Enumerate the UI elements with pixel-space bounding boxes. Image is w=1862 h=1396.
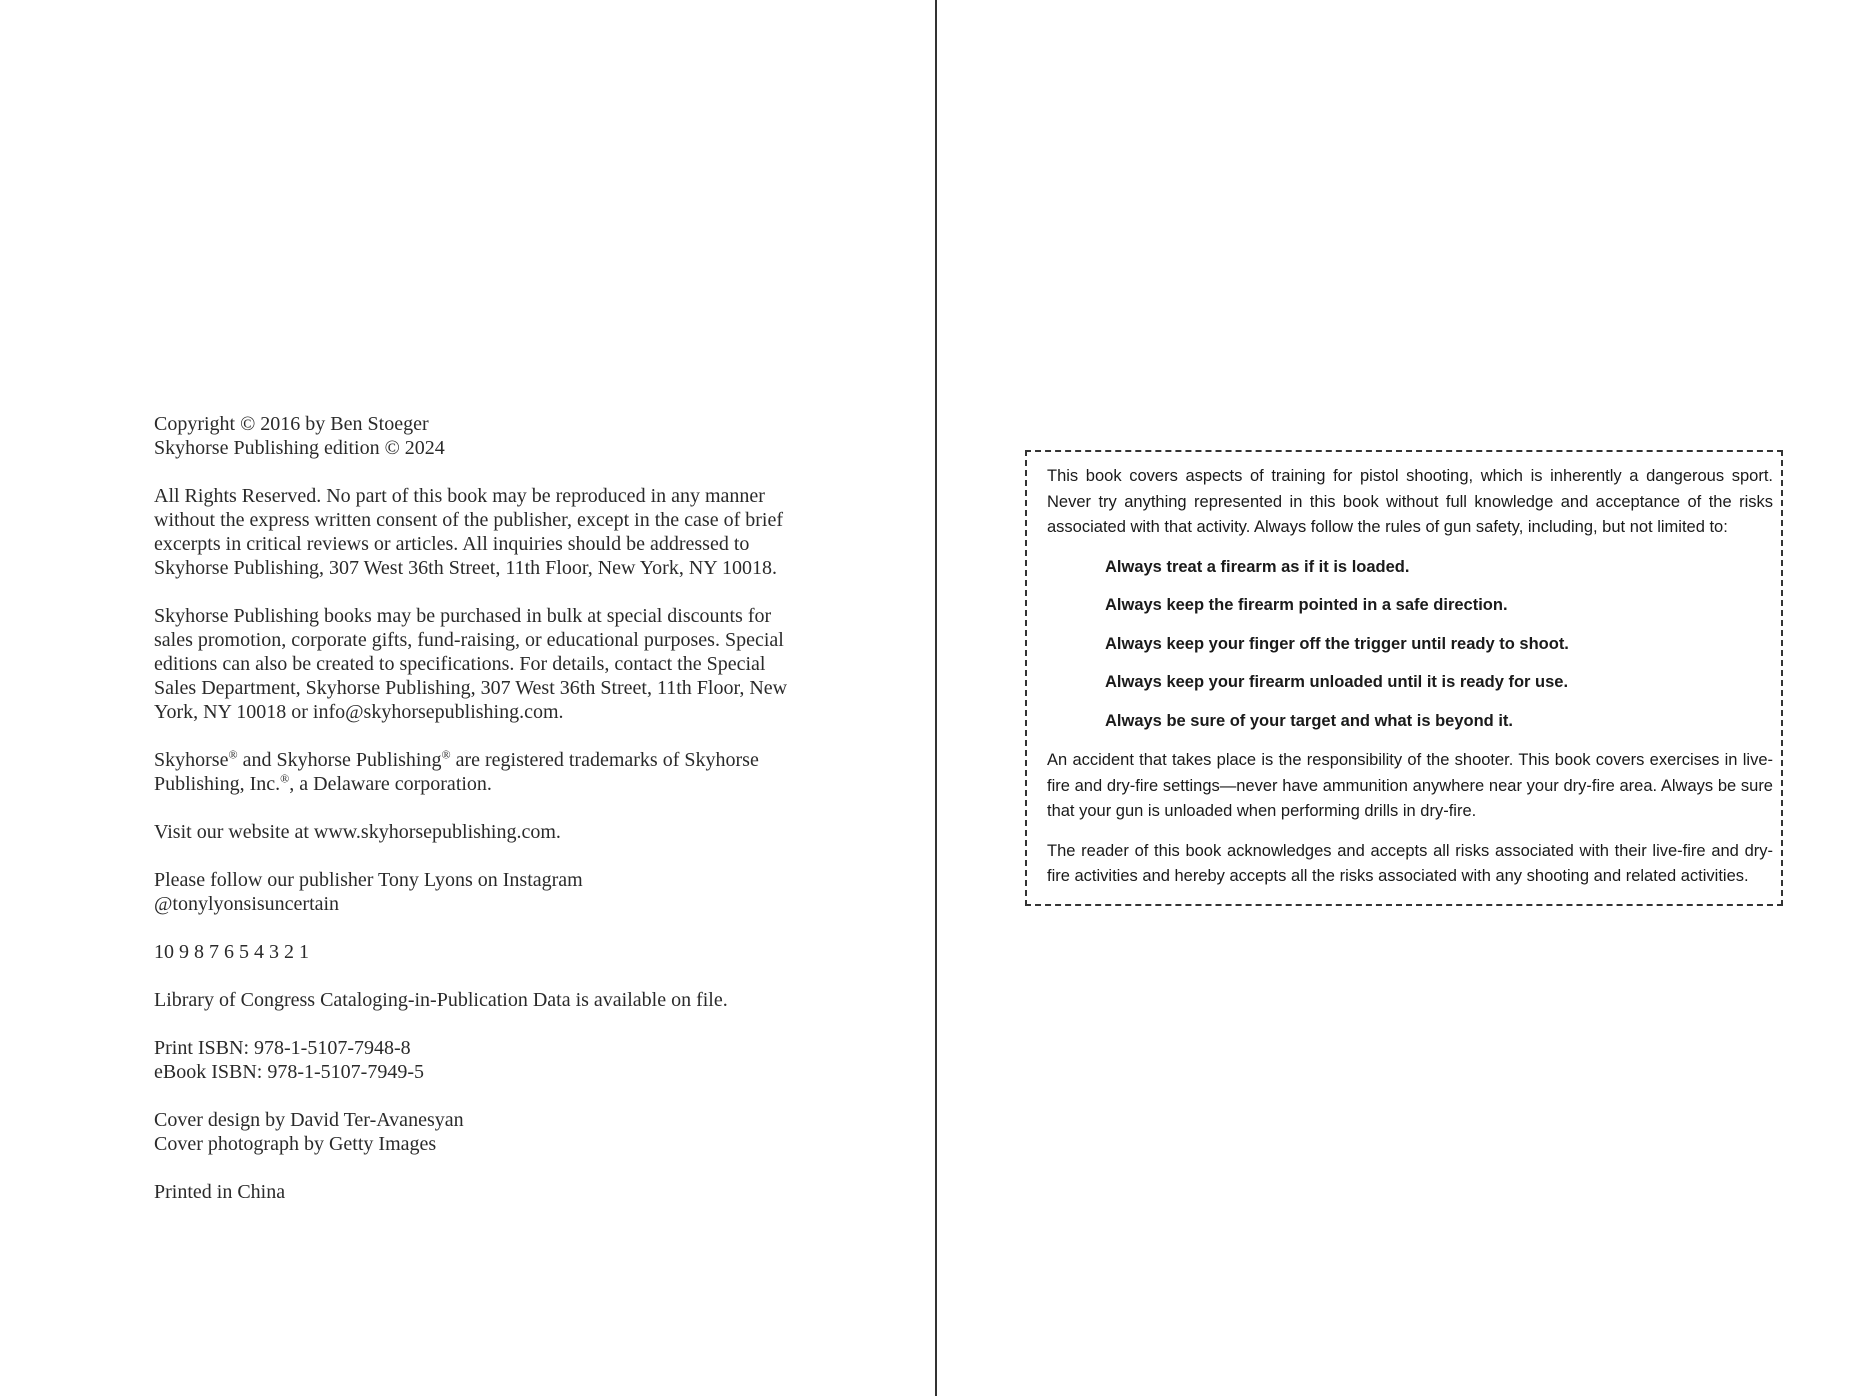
cover-design-credit: Cover design by David Ter-Avanesyan xyxy=(154,1109,464,1131)
instagram-handle: @tonylyonsisuncertain xyxy=(154,893,340,915)
bulk-sales-statement: Skyhorse Publishing books may be purchased in bulk at special discounts for sales promotion, corporate gifts, fund-raising, or educational purposes. Special editions can also be created to specifications. For details, contact the Special Sales Department, Skyhorse Publishing, 307 West 36th Street, 11th Floor, New York, NY 10018 or info@skyhorsepublishing.com. xyxy=(154,605,788,723)
copyright-line: Copyright © 2016 by Ben Stoeger xyxy=(154,413,429,435)
safety-rule: Always keep the firearm pointed in a safe direction. xyxy=(1105,596,1508,614)
accident-statement: An accident that takes place is the responsibility of the shooter. This book covers exercises in live-fire and dry-fire settings—never have ammunition anywhere near your dry-fire area. Always be sure that your gun is unloaded when performing drills in dry-fire. xyxy=(1047,751,1773,820)
loc-statement: Library of Congress Cataloging-in-Publication Data is available on file. xyxy=(154,989,728,1011)
credits-block xyxy=(154,1108,794,1156)
safety-rule: Always keep your finger off the trigger until ready to shoot. xyxy=(1105,634,1569,653)
instagram-line: Please follow our publisher Tony Lyons on Instagram xyxy=(154,869,583,891)
trademark-text-1: Skyhorse xyxy=(154,749,229,771)
safety-rules-list xyxy=(1047,555,1773,735)
trademark-text-2: and Skyhorse Publishing xyxy=(237,749,442,771)
cover-photo-credit: Cover photograph by Getty Images xyxy=(154,1133,437,1155)
trademark-text-3: are registered trademarks of Skyhorse Publishing, Inc. xyxy=(154,749,759,795)
safety-disclaimer-box xyxy=(1025,450,1783,906)
ebook-isbn: eBook ISBN: 978-1-5107-7949-5 xyxy=(154,1061,424,1083)
rights-statement: All Rights Reserved. No part of this book may be reproduced in any manner without the express written consent of the publisher, except in the case of brief excerpts in critical reviews or articles. All inquiries should be addressed to Skyhorse Publishing, 307 West 36th Street, 11th Floor, New York, NY 10018. xyxy=(154,485,784,579)
printing-line: 10 9 8 7 6 5 4 3 2 1 xyxy=(154,941,309,963)
trademark-statement xyxy=(154,748,794,796)
safety-rule: Always keep your firearm unloaded until it is ready for use. xyxy=(1105,673,1569,691)
registered-mark: ® xyxy=(280,771,290,786)
registered-mark: ® xyxy=(441,747,451,762)
isbn-block xyxy=(154,1036,794,1084)
acknowledgment-statement: The reader of this book acknowledges and accepts all risks associated with their live-fire and dry-fire activities and hereby accepts all the risks associated with any shooting and related activities. xyxy=(1047,841,1773,885)
edition-line: Skyhorse Publishing edition © 2024 xyxy=(154,437,445,459)
safety-rule: Always treat a firearm as if it is loaded. xyxy=(1105,557,1410,576)
trademark-text-4: , a Delaware corporation. xyxy=(289,773,492,795)
instagram-note xyxy=(154,868,794,916)
registered-mark: ® xyxy=(228,747,238,762)
safety-page xyxy=(937,0,1862,1396)
printed-in: Printed in China xyxy=(154,1181,286,1203)
website-line: Visit our website at www.skyhorsepublishing.com. xyxy=(154,821,561,843)
copyright-notice xyxy=(154,412,794,460)
safety-intro: This book covers aspects of training for pistol shooting, which is inherently a dangerous sport. Never try anything represented in this book without full knowledge and acceptance of the risks associated with that activity. Always follow the rules of gun safety, including, but not limited to: xyxy=(1047,467,1773,536)
print-isbn: Print ISBN: 978-1-5107-7948-8 xyxy=(154,1037,411,1059)
copyright-block xyxy=(154,412,794,1228)
safety-rule: Always be sure of your target and what is beyond it. xyxy=(1105,711,1513,730)
